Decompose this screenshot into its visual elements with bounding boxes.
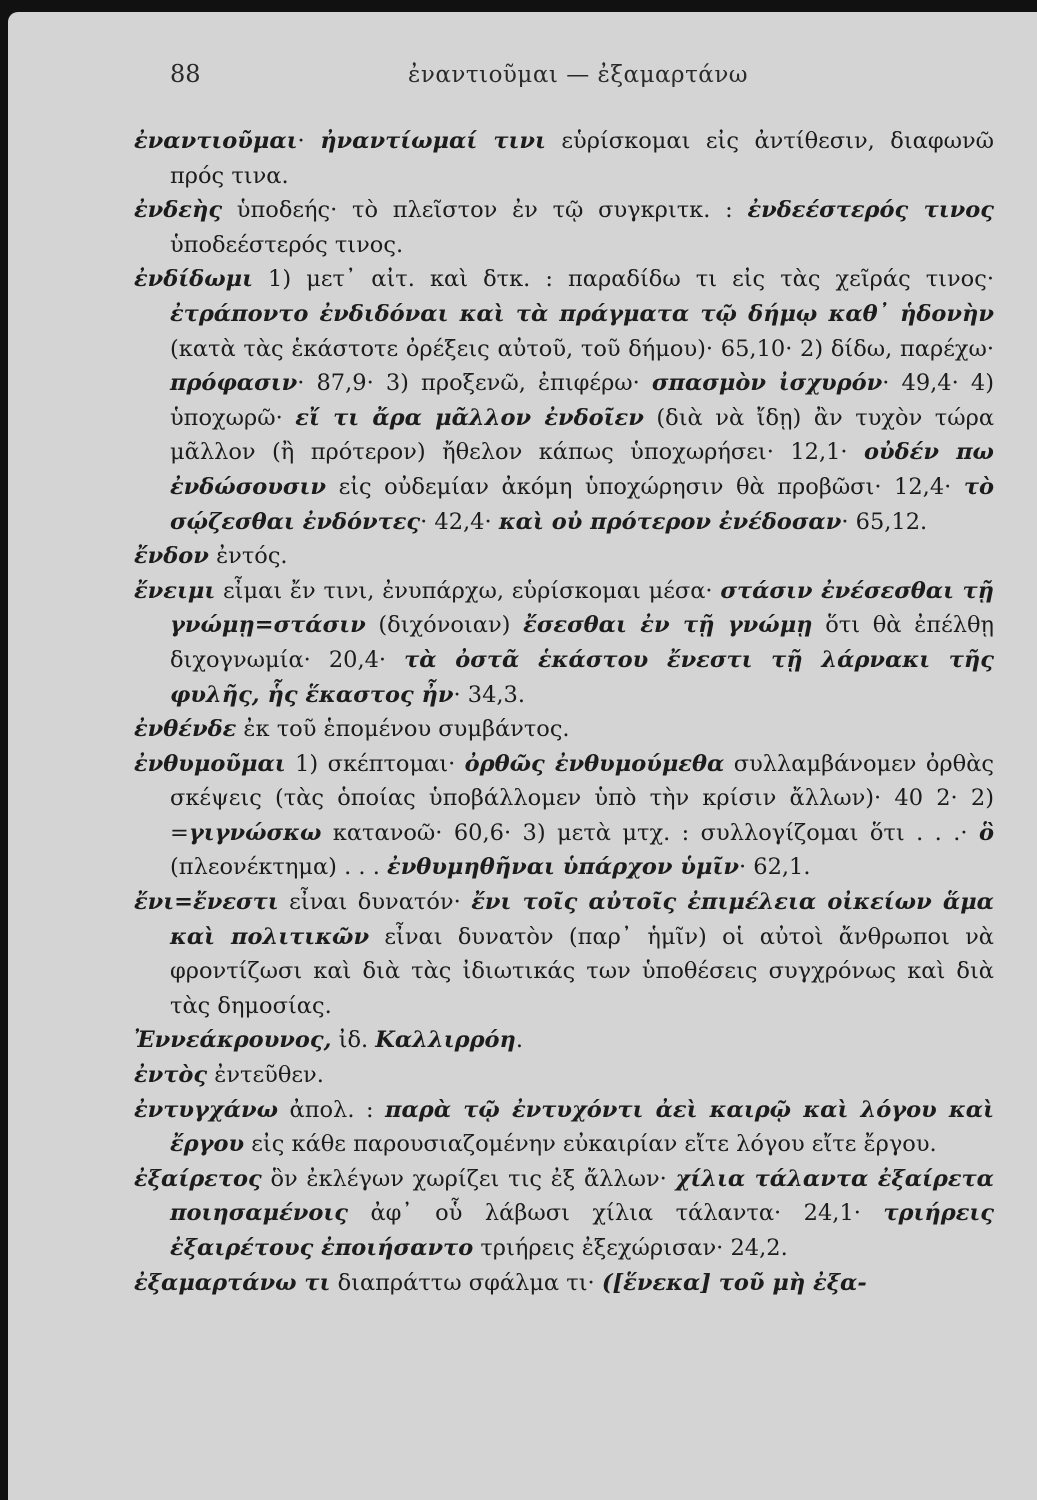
book-page xyxy=(8,12,1037,1500)
entry-text: . xyxy=(515,1027,524,1054)
greek-quotation: στάσιν ἐνέσεσθαι τῇ γνώμῃ=στάσιν xyxy=(170,577,994,639)
greek-quotation: ([ἕνεκα] τοῦ μὴ ἐξα- xyxy=(601,1269,867,1296)
dictionary-entry xyxy=(134,712,994,747)
entry-text: · 49,4· 4) ὑποχωρῶ· xyxy=(170,370,994,431)
dictionary-entry xyxy=(134,747,994,885)
entry-text: 1) σκέπτομαι· xyxy=(285,750,465,777)
entry-text: · 62,1. xyxy=(738,854,811,881)
running-title: ἐναντιοῦμαι — ἐξαμαρτάνω xyxy=(408,62,749,88)
greek-quotation: ἐτράποντο ἐνδιδόναι καὶ τὰ πράγματα τῷ δήμῳ καθ᾽ ἡδονὴν xyxy=(170,300,994,327)
dictionary-entry xyxy=(134,193,994,262)
entry-text: ὑποδεής· τὸ πλεῖστον ἐν τῷ συγκριτκ. : xyxy=(222,197,748,224)
greek-quotation: καὶ οὐ πρότερον ἐνέδοσαν xyxy=(498,508,842,535)
dictionary-entry xyxy=(134,574,994,712)
greek-quotation: τὰ ὀστᾶ ἑκάστου ἔνεστι τῇ λάρνακι τῆς φυλῆς, ἧς ἕκαστος ἦν xyxy=(170,646,994,708)
entry-headword: Ἐννεάκρουνος, xyxy=(134,1027,332,1054)
greek-quotation: ἐνδεέστερός τινος xyxy=(747,197,994,224)
entry-text: · 65,12. xyxy=(841,508,928,535)
dictionary-entry xyxy=(134,124,994,193)
greek-quotation: τριήρεις ἐξαιρέτους ἐποιήσαντο xyxy=(170,1200,994,1261)
entry-text: · 87,9· 3) προξενῶ, ἐπιφέρω· xyxy=(297,370,652,397)
entry-headword: ἔνειμι xyxy=(134,577,216,604)
entry-headword: ἐντὸς xyxy=(134,1062,208,1089)
entry-text: ἀπολ. : xyxy=(278,1096,386,1123)
dictionary-entry xyxy=(134,1093,994,1162)
dictionary-entry xyxy=(134,1162,994,1266)
entry-text: ἰδ. xyxy=(331,1027,376,1054)
entry-headword: ἔνι=ἔνεστι xyxy=(134,889,279,916)
entry-text: (διχόνοιαν) xyxy=(365,612,524,639)
entry-text: εἶναι δυνατόν· xyxy=(278,889,472,916)
greek-quotation: πρόφασιν xyxy=(170,370,298,397)
entry-text: εἶμαι ἔν τινι, ἐνυπάρχω, εὑρίσκομαι μέσα· xyxy=(215,577,721,604)
entry-text: εὑρίσκομαι εἰς ἀντίθεσιν, διαφωνῶ πρός τινα. xyxy=(170,128,994,189)
greek-quotation: εἴ τι ἄρα μᾶλλον ἐνδοῖεν xyxy=(295,404,644,431)
entry-text: ὑποδεέστερός τινος. xyxy=(170,231,404,258)
entry-text: · 34,3. xyxy=(453,681,526,708)
greek-quotation: οὐδέν πω ἐνδώσουσιν xyxy=(170,439,994,500)
entry-text: ἐκ τοῦ ἑπομένου συμβάντος. xyxy=(236,716,570,743)
dictionary-entry xyxy=(134,1023,994,1058)
entry-headword: ἐνδεὴς xyxy=(134,197,223,224)
entry-text: τριήρεις ἐξεχώρισαν· 24,2. xyxy=(473,1235,788,1261)
entry-headword: ἐναντιοῦμαι xyxy=(134,128,298,154)
entry-text: · xyxy=(297,128,321,154)
greek-quotation: Καλλιρρόη xyxy=(375,1027,516,1054)
entry-headword: ἐντυγχάνω xyxy=(134,1096,279,1123)
entry-text: ἀφ᾽ οὗ λάβωσι χίλια τάλαντα· 24,1· xyxy=(347,1200,884,1227)
greek-quotation: τὸ σῴζεσθαι ἐνδόντες xyxy=(170,473,994,535)
entry-text: κατανοῶ· 60,6· 3) μετὰ μτχ. : συλλογίζομαι ὅτι . . .· xyxy=(321,819,979,846)
entry-headword: ἐξαίρετος xyxy=(134,1165,262,1192)
greek-quotation: ἐνθυμηθῆναι ὑπάρχον ὑμῖν xyxy=(387,854,739,881)
entry-text: ὃν ἐκλέγων χωρίζει τις ἐξ ἄλλων· xyxy=(261,1165,676,1192)
entry-text: (διὰ νὰ ἴδῃ) ἂν τυχὸν τώρα μᾶλλον (ἢ πρότερον) ἤθελον κάπως ὑποχωρήσει· 12,1· xyxy=(170,404,995,466)
entry-text: ἐντεῦθεν. xyxy=(207,1062,324,1089)
greek-quotation: ἔσεσθαι ἐν τῇ γνώμῃ xyxy=(523,612,813,639)
page-number: 88 xyxy=(170,60,201,88)
greek-quotation: ἔνι τοῖς αὐτοῖς ἐπιμέλεια οἰκείων ἅμα καὶ πολιτικῶν xyxy=(170,889,994,950)
entry-text: (κατὰ τὰς ἑκάστοτε ὀρέξεις αὐτοῦ, τοῦ δήμου)· 65,10· 2) δίδω, παρέχω· xyxy=(170,335,994,362)
entry-text: διαπράττω σφάλμα τι· xyxy=(330,1269,602,1296)
entry-text: (πλεονέκτημα) . . . xyxy=(170,854,388,881)
entry-text: εἶναι δυνατὸν (παρ᾽ ἡμῖν) οἱ αὐτοὶ ἄνθρωποι νὰ φροντίζωσι καὶ διὰ τὰς ἰδιωτικάς των ὑποθέσεις συγχρόνως καὶ διὰ τὰς δημοσίας. xyxy=(170,923,995,1019)
entry-headword: ἐνθυμοῦμαι xyxy=(134,750,286,777)
entry-text: 1) μετ᾽ αἰτ. καὶ δτκ. : παραδίδω τι εἰς τὰς χεῖράς τινος· xyxy=(252,266,994,293)
dictionary-entry xyxy=(134,1266,994,1301)
entry-text: εἰς οὐδεμίαν ἀκόμη ὑποχώρησιν θὰ προβῶσι· 12,4· xyxy=(326,473,964,500)
entry-headword: ἐνδίδωμι xyxy=(134,266,253,293)
entry-text: · 42,4· xyxy=(420,508,499,535)
greek-quotation: ὃ xyxy=(978,819,994,846)
entry-text: εἰς κάθε παρουσιαζομένην εὐκαιρίαν εἴτε λόγου εἴτε ἔργου. xyxy=(244,1131,937,1158)
greek-quotation: ἠναντίωμαί τινι xyxy=(320,128,546,154)
page-header xyxy=(8,56,1037,96)
entry-text: ἐντός. xyxy=(208,543,288,570)
dictionary-entries xyxy=(134,124,994,1300)
greek-quotation: σπασμὸν ἰσχυρόν xyxy=(651,370,883,397)
greek-quotation: χίλια τάλαντα ἐξαίρετα ποιησαμένοις xyxy=(170,1165,994,1227)
dictionary-entry xyxy=(134,539,994,574)
entry-text: συλλαμβάνομεν ὀρθὰς σκέψεις (τὰς ὁποίας ὑποβάλλομεν ὑπὸ τὴν κρίσιν ἄλλων)· 40 2· 2) = xyxy=(170,750,994,846)
entry-text: ὅτι θὰ ἐπέλθῃ διχογνωμία· 20,4· xyxy=(170,612,995,673)
entry-headword: ἐνθένδε xyxy=(134,716,237,743)
entry-headword: ἐξαμαρτάνω τι xyxy=(134,1269,331,1296)
greek-quotation: ὀρθῶς ἐνθυμούμεθα xyxy=(464,750,725,777)
entry-headword: ἔνδον xyxy=(134,543,209,570)
dictionary-entry xyxy=(134,262,994,539)
greek-quotation: γιγνώσκω xyxy=(188,819,322,846)
dictionary-entry xyxy=(134,885,994,1023)
dictionary-entry xyxy=(134,1058,994,1093)
greek-quotation: παρὰ τῷ ἐντυχόντι ἀεὶ καιρῷ καὶ λόγου καὶ ἔργου xyxy=(170,1096,994,1158)
